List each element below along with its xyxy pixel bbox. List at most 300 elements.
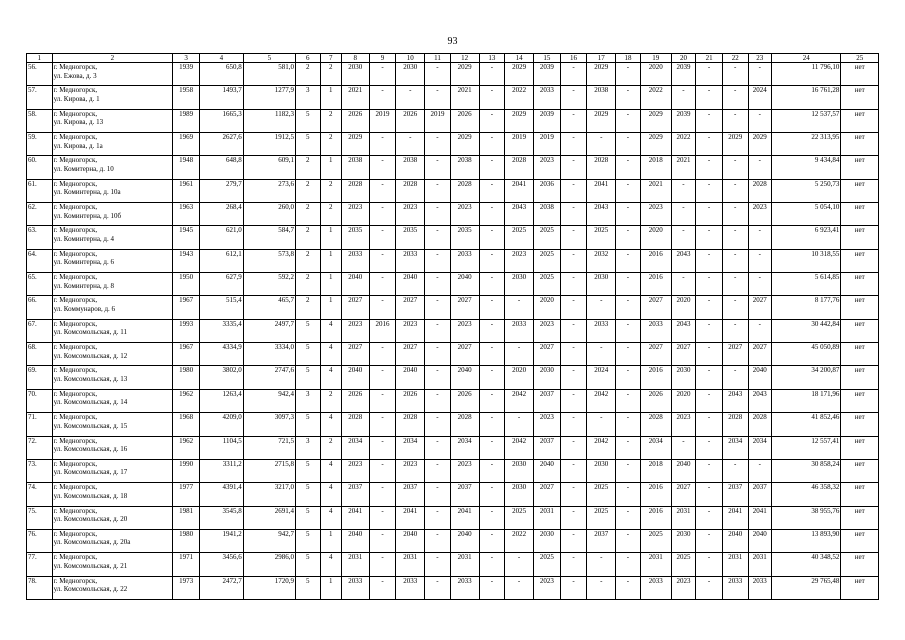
cell-col-14: 2029 xyxy=(505,63,534,86)
cell-col-19: 2029 xyxy=(640,133,671,156)
cell-col-18: - xyxy=(616,249,641,272)
cell-col-18: - xyxy=(616,226,641,249)
cell-col-17: 2041 xyxy=(587,179,616,202)
cell-col-20: 2027 xyxy=(671,343,696,366)
cell-col-10: 2028 xyxy=(396,179,425,202)
cell-col-18: - xyxy=(616,366,641,389)
cell-col-23: 2040 xyxy=(748,529,771,552)
address-city: г. Медногорск, xyxy=(53,319,98,328)
cell-col-13: - xyxy=(479,179,505,202)
cell-col-22: 2034 xyxy=(722,436,748,459)
cell-col-19: 2034 xyxy=(640,436,671,459)
cell-col-18: - xyxy=(616,203,641,226)
cell-col-18: - xyxy=(616,389,641,412)
cell-col-9: - xyxy=(369,179,396,202)
cell-col-12: 2023 xyxy=(450,459,479,482)
cell-col-6: 5 xyxy=(296,133,321,156)
cell-col-18: - xyxy=(616,319,641,342)
cell-col-20: 2040 xyxy=(671,459,696,482)
column-header: 9 xyxy=(369,54,396,63)
cell-col-13: - xyxy=(479,459,505,482)
column-header: 10 xyxy=(396,54,425,63)
cell-col-3: 1977 xyxy=(173,483,200,506)
cell-col-10: 2028 xyxy=(396,413,425,436)
cell-col-4: 4334,9 xyxy=(199,343,243,366)
cell-col-17: 2029 xyxy=(587,109,616,132)
cell-col-24: 38 955,76 xyxy=(772,506,841,529)
cell-col-10: 2033 xyxy=(396,576,425,599)
cell-col-4: 1104,5 xyxy=(199,436,243,459)
cell-col-13: - xyxy=(479,343,505,366)
cell-col-4: 1263,4 xyxy=(199,389,243,412)
cell-col-15: 2023 xyxy=(534,576,561,599)
cell-col-20: 2020 xyxy=(671,389,696,412)
address-cell xyxy=(52,63,173,86)
cell-col-24: 10 318,55 xyxy=(772,249,841,272)
cell-col-14: 2033 xyxy=(505,319,534,342)
cell-col-11: - xyxy=(425,576,451,599)
column-header: 20 xyxy=(671,54,696,63)
cell-col-12: 2040 xyxy=(450,529,479,552)
row-number: 76. xyxy=(27,529,53,552)
address-street: ул. Кирова, д. 1а xyxy=(53,141,103,150)
cell-col-7: 1 xyxy=(320,529,341,552)
cell-col-16: - xyxy=(560,436,587,459)
cell-col-5: 592,2 xyxy=(243,273,295,296)
column-header: 7 xyxy=(320,54,341,63)
cell-col-6: 2 xyxy=(296,249,321,272)
address-street: ул. Комсомольская, д. 20а xyxy=(53,538,131,547)
column-header: 25 xyxy=(841,54,879,63)
column-header: 21 xyxy=(696,54,723,63)
column-header: 12 xyxy=(450,54,479,63)
cell-col-16: - xyxy=(560,413,587,436)
cell-col-19: 2029 xyxy=(640,109,671,132)
cell-col-12: 2037 xyxy=(450,483,479,506)
address-city: г. Медногорск, xyxy=(53,459,98,468)
address-cell xyxy=(52,226,173,249)
cell-col-11: - xyxy=(425,459,451,482)
cell-col-25: нет xyxy=(841,413,879,436)
cell-col-14: 2019 xyxy=(505,133,534,156)
cell-col-19: 2016 xyxy=(640,273,671,296)
column-header: 13 xyxy=(479,54,505,63)
cell-col-6: 5 xyxy=(296,109,321,132)
cell-col-9: - xyxy=(369,389,396,412)
table-row xyxy=(27,296,879,319)
address-city: г. Медногорск, xyxy=(53,249,98,258)
cell-col-9: - xyxy=(369,506,396,529)
cell-col-4: 3311,2 xyxy=(199,459,243,482)
cell-col-23: 2040 xyxy=(748,366,771,389)
cell-col-22: - xyxy=(722,319,748,342)
cell-col-4: 2472,7 xyxy=(199,576,243,599)
cell-col-10: 2041 xyxy=(396,506,425,529)
cell-col-20: 2020 xyxy=(671,296,696,319)
cell-col-4: 4209,0 xyxy=(199,413,243,436)
cell-col-18: - xyxy=(616,296,641,319)
cell-col-22: 2037 xyxy=(722,483,748,506)
column-header: 14 xyxy=(505,54,534,63)
cell-col-12: 2033 xyxy=(450,249,479,272)
cell-col-11: - xyxy=(425,249,451,272)
row-number: 70. xyxy=(27,389,53,412)
cell-col-20: 2022 xyxy=(671,133,696,156)
cell-col-21: - xyxy=(696,63,723,86)
cell-col-12: 2023 xyxy=(450,319,479,342)
cell-col-16: - xyxy=(560,203,587,226)
page-number: 93 xyxy=(447,36,458,47)
cell-col-21: - xyxy=(696,553,723,576)
cell-col-7: 1 xyxy=(320,296,341,319)
cell-col-21: - xyxy=(696,436,723,459)
cell-col-8: 2021 xyxy=(341,86,369,109)
cell-col-19: 2018 xyxy=(640,459,671,482)
cell-col-22: - xyxy=(722,296,748,319)
cell-col-23: 2029 xyxy=(748,133,771,156)
column-header: 16 xyxy=(560,54,587,63)
cell-col-15: 2039 xyxy=(534,63,561,86)
cell-col-10: 2023 xyxy=(396,319,425,342)
cell-col-11: - xyxy=(425,319,451,342)
address-city: г. Медногорск, xyxy=(53,576,98,585)
cell-col-23: - xyxy=(748,249,771,272)
cell-col-25: нет xyxy=(841,179,879,202)
cell-col-7: 1 xyxy=(320,273,341,296)
address-cell xyxy=(52,483,173,506)
cell-col-10: 2040 xyxy=(396,366,425,389)
cell-col-12: 2031 xyxy=(450,553,479,576)
address-city: г. Медногорск, xyxy=(53,483,98,492)
cell-col-20: 2023 xyxy=(671,576,696,599)
cell-col-9: 2016 xyxy=(369,319,396,342)
column-header: 22 xyxy=(722,54,748,63)
cell-col-3: 1963 xyxy=(173,203,200,226)
cell-col-6: 5 xyxy=(296,483,321,506)
cell-col-5: 1912,5 xyxy=(243,133,295,156)
cell-col-11: - xyxy=(425,156,451,179)
cell-col-5: 1182,3 xyxy=(243,109,295,132)
cell-col-17: - xyxy=(587,553,616,576)
cell-col-16: - xyxy=(560,296,587,319)
cell-col-18: - xyxy=(616,179,641,202)
cell-col-3: 1962 xyxy=(173,436,200,459)
cell-col-13: - xyxy=(479,483,505,506)
cell-col-16: - xyxy=(560,483,587,506)
table-body xyxy=(27,63,879,600)
cell-col-18: - xyxy=(616,413,641,436)
cell-col-17: 2025 xyxy=(587,483,616,506)
cell-col-7: 4 xyxy=(320,506,341,529)
cell-col-7: 4 xyxy=(320,483,341,506)
cell-col-10: 2037 xyxy=(396,483,425,506)
cell-col-15: 2025 xyxy=(534,249,561,272)
table-row xyxy=(27,133,879,156)
cell-col-25: нет xyxy=(841,366,879,389)
cell-col-7: 4 xyxy=(320,553,341,576)
column-header: 15 xyxy=(534,54,561,63)
cell-col-4: 2627,6 xyxy=(199,133,243,156)
cell-col-20: 2030 xyxy=(671,366,696,389)
cell-col-24: 29 765,48 xyxy=(772,576,841,599)
cell-col-18: - xyxy=(616,86,641,109)
address-street: ул. Коминтерна, д. 10а xyxy=(53,188,121,197)
cell-col-6: 5 xyxy=(296,576,321,599)
cell-col-11: - xyxy=(425,529,451,552)
cell-col-17: 2028 xyxy=(587,156,616,179)
cell-col-6: 5 xyxy=(296,413,321,436)
cell-col-17: 2025 xyxy=(587,226,616,249)
cell-col-12: 2028 xyxy=(450,179,479,202)
table-row xyxy=(27,179,879,202)
address-street: ул. Коминтерна, д. 10б xyxy=(53,211,122,220)
cell-col-25: нет xyxy=(841,63,879,86)
cell-col-20: 2027 xyxy=(671,483,696,506)
cell-col-10: 2040 xyxy=(396,273,425,296)
address-cell xyxy=(52,366,173,389)
cell-col-5: 2691,4 xyxy=(243,506,295,529)
cell-col-8: 2037 xyxy=(341,483,369,506)
cell-col-12: 2029 xyxy=(450,63,479,86)
cell-col-22: 2033 xyxy=(722,576,748,599)
cell-col-13: - xyxy=(479,249,505,272)
cell-col-10: 2030 xyxy=(396,63,425,86)
cell-col-20: 2025 xyxy=(671,553,696,576)
cell-col-20: - xyxy=(671,203,696,226)
table-row xyxy=(27,436,879,459)
cell-col-17: - xyxy=(587,343,616,366)
cell-col-21: - xyxy=(696,86,723,109)
row-number: 60. xyxy=(27,156,53,179)
cell-col-19: 2033 xyxy=(640,319,671,342)
row-number: 58. xyxy=(27,109,53,132)
address-cell xyxy=(52,576,173,599)
cell-col-22: 2041 xyxy=(722,506,748,529)
cell-col-21: - xyxy=(696,413,723,436)
cell-col-21: - xyxy=(696,483,723,506)
cell-col-23: - xyxy=(748,319,771,342)
cell-col-25: нет xyxy=(841,133,879,156)
cell-col-15: 2030 xyxy=(534,529,561,552)
cell-col-3: 1962 xyxy=(173,389,200,412)
cell-col-11: - xyxy=(425,483,451,506)
address-street: ул. Комсомольская, д. 21 xyxy=(53,561,128,570)
cell-col-6: 3 xyxy=(296,389,321,412)
table-row xyxy=(27,389,879,412)
cell-col-5: 609,1 xyxy=(243,156,295,179)
address-cell xyxy=(52,553,173,576)
address-cell xyxy=(52,109,173,132)
cell-col-12: 2029 xyxy=(450,133,479,156)
cell-col-12: 2041 xyxy=(450,506,479,529)
cell-col-21: - xyxy=(696,109,723,132)
cell-col-19: 2027 xyxy=(640,343,671,366)
cell-col-23: 2037 xyxy=(748,483,771,506)
cell-col-8: 2030 xyxy=(341,63,369,86)
cell-col-25: нет xyxy=(841,553,879,576)
cell-col-7: 2 xyxy=(320,109,341,132)
cell-col-8: 2027 xyxy=(341,296,369,319)
cell-col-25: нет xyxy=(841,389,879,412)
cell-col-14: - xyxy=(505,553,534,576)
cell-col-18: - xyxy=(616,553,641,576)
cell-col-17: - xyxy=(587,576,616,599)
cell-col-22: 2029 xyxy=(722,133,748,156)
cell-col-15: 2027 xyxy=(534,343,561,366)
cell-col-5: 1277,9 xyxy=(243,86,295,109)
cell-col-15: 2025 xyxy=(534,553,561,576)
cell-col-18: - xyxy=(616,436,641,459)
cell-col-9: 2019 xyxy=(369,109,396,132)
cell-col-19: 2031 xyxy=(640,553,671,576)
cell-col-24: 5 054,10 xyxy=(772,203,841,226)
cell-col-19: 2027 xyxy=(640,296,671,319)
cell-col-12: 2026 xyxy=(450,109,479,132)
cell-col-12: 2027 xyxy=(450,296,479,319)
cell-col-24: 5 250,73 xyxy=(772,179,841,202)
cell-col-5: 2497,7 xyxy=(243,319,295,342)
cell-col-25: нет xyxy=(841,343,879,366)
cell-col-11: - xyxy=(425,86,451,109)
cell-col-16: - xyxy=(560,576,587,599)
cell-col-24: 30 442,84 xyxy=(772,319,841,342)
cell-col-13: - xyxy=(479,296,505,319)
cell-col-17: - xyxy=(587,133,616,156)
cell-col-4: 1493,7 xyxy=(199,86,243,109)
address-cell xyxy=(52,319,173,342)
cell-col-25: нет xyxy=(841,319,879,342)
cell-col-25: нет xyxy=(841,529,879,552)
cell-col-16: - xyxy=(560,179,587,202)
cell-col-21: - xyxy=(696,226,723,249)
cell-col-10: 2034 xyxy=(396,436,425,459)
cell-col-6: 2 xyxy=(296,156,321,179)
cell-col-25: нет xyxy=(841,249,879,272)
cell-col-12: 2028 xyxy=(450,413,479,436)
cell-col-8: 2040 xyxy=(341,366,369,389)
cell-col-5: 942,7 xyxy=(243,529,295,552)
cell-col-24: 40 348,52 xyxy=(772,553,841,576)
cell-col-13: - xyxy=(479,389,505,412)
cell-col-5: 2715,8 xyxy=(243,459,295,482)
cell-col-20: - xyxy=(671,179,696,202)
housing-register-table xyxy=(26,53,879,600)
column-header: 19 xyxy=(640,54,671,63)
cell-col-20: 2023 xyxy=(671,413,696,436)
cell-col-16: - xyxy=(560,249,587,272)
cell-col-20: 2021 xyxy=(671,156,696,179)
cell-col-9: - xyxy=(369,86,396,109)
cell-col-17: 2030 xyxy=(587,459,616,482)
cell-col-3: 1969 xyxy=(173,133,200,156)
cell-col-14: 2020 xyxy=(505,366,534,389)
cell-col-15: 2040 xyxy=(534,459,561,482)
address-street: ул. Коммунаров, д. 6 xyxy=(53,304,116,313)
cell-col-18: - xyxy=(616,156,641,179)
cell-col-13: - xyxy=(479,529,505,552)
cell-col-24: 30 858,24 xyxy=(772,459,841,482)
cell-col-20: 2043 xyxy=(671,319,696,342)
cell-col-3: 1993 xyxy=(173,319,200,342)
cell-col-4: 3802,0 xyxy=(199,366,243,389)
column-header: 3 xyxy=(173,54,200,63)
cell-col-24: 11 796,10 xyxy=(772,63,841,86)
address-city: г. Медногорск, xyxy=(53,203,98,212)
address-street: ул. Комсомольская, д. 15 xyxy=(53,421,128,430)
cell-col-16: - xyxy=(560,343,587,366)
cell-col-10: 2026 xyxy=(396,389,425,412)
cell-col-6: 3 xyxy=(296,436,321,459)
cell-col-4: 650,8 xyxy=(199,63,243,86)
cell-col-3: 1990 xyxy=(173,459,200,482)
cell-col-3: 1973 xyxy=(173,576,200,599)
cell-col-13: - xyxy=(479,273,505,296)
cell-col-24: 6 923,41 xyxy=(772,226,841,249)
cell-col-9: - xyxy=(369,413,396,436)
row-number: 74. xyxy=(27,483,53,506)
cell-col-10: 2023 xyxy=(396,203,425,226)
cell-col-14: - xyxy=(505,413,534,436)
address-cell xyxy=(52,203,173,226)
address-cell xyxy=(52,86,173,109)
cell-col-18: - xyxy=(616,133,641,156)
cell-col-21: - xyxy=(696,529,723,552)
cell-col-24: 41 852,46 xyxy=(772,413,841,436)
row-number: 73. xyxy=(27,459,53,482)
cell-col-12: 2027 xyxy=(450,343,479,366)
table-row xyxy=(27,343,879,366)
address-street: ул. Коминтерна, д. 6 xyxy=(53,258,114,267)
cell-col-25: нет xyxy=(841,576,879,599)
cell-col-15: 2033 xyxy=(534,86,561,109)
row-number: 75. xyxy=(27,506,53,529)
cell-col-22: - xyxy=(722,86,748,109)
cell-col-23: 2027 xyxy=(748,343,771,366)
cell-col-17: 2029 xyxy=(587,63,616,86)
row-number: 78. xyxy=(27,576,53,599)
cell-col-17: 2042 xyxy=(587,436,616,459)
cell-col-11: - xyxy=(425,506,451,529)
cell-col-8: 2033 xyxy=(341,249,369,272)
cell-col-21: - xyxy=(696,459,723,482)
cell-col-11: - xyxy=(425,179,451,202)
cell-col-3: 1939 xyxy=(173,63,200,86)
row-number: 56. xyxy=(27,63,53,86)
cell-col-9: - xyxy=(369,156,396,179)
cell-col-15: 2038 xyxy=(534,203,561,226)
cell-col-20: 2039 xyxy=(671,109,696,132)
cell-col-14: 2025 xyxy=(505,226,534,249)
cell-col-22: 2043 xyxy=(722,389,748,412)
cell-col-16: - xyxy=(560,109,587,132)
cell-col-3: 1948 xyxy=(173,156,200,179)
cell-col-16: - xyxy=(560,63,587,86)
address-cell xyxy=(52,133,173,156)
cell-col-13: - xyxy=(479,553,505,576)
address-city: г. Медногорск, xyxy=(53,273,98,282)
cell-col-16: - xyxy=(560,86,587,109)
cell-col-20: 2031 xyxy=(671,506,696,529)
cell-col-22: - xyxy=(722,226,748,249)
cell-col-8: 2023 xyxy=(341,319,369,342)
cell-col-5: 942,4 xyxy=(243,389,295,412)
cell-col-17: 2043 xyxy=(587,203,616,226)
address-street: ул. Кирова, д. 13 xyxy=(53,118,104,127)
cell-col-22: - xyxy=(722,203,748,226)
address-cell xyxy=(52,459,173,482)
cell-col-15: 2023 xyxy=(534,156,561,179)
cell-col-23: 2027 xyxy=(748,296,771,319)
